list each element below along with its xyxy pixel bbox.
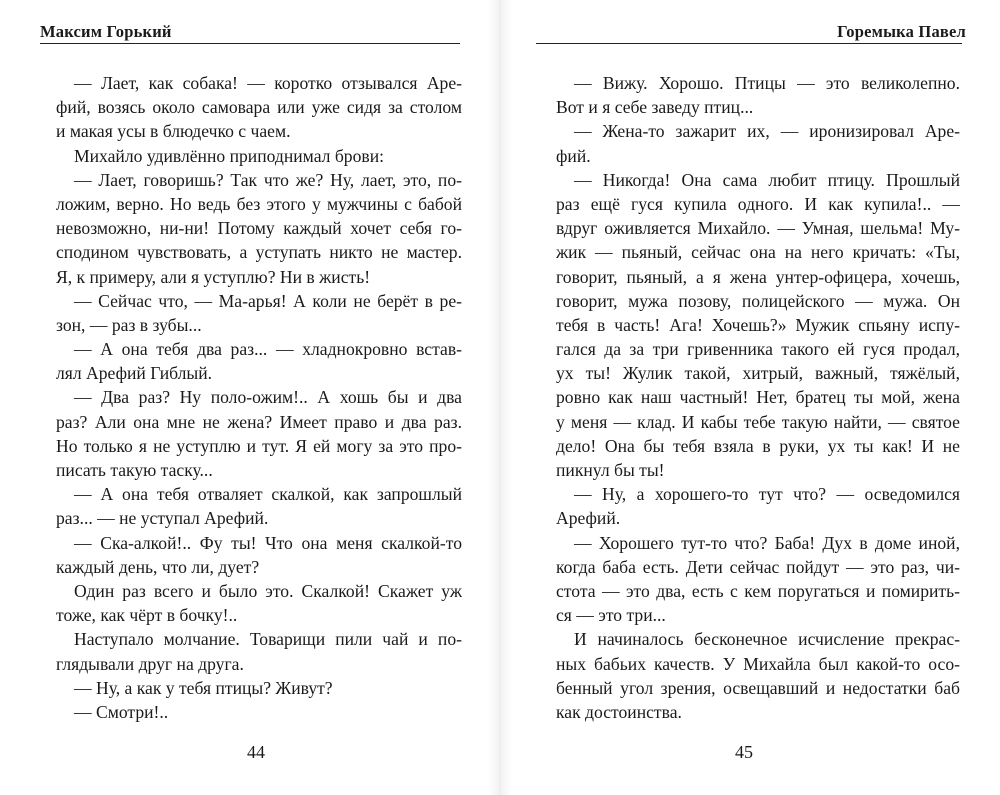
text-line: ровно как наш частный! Нет, братец ты мой, жена [556,387,960,408]
text-line: лял Арефий Гиблый. [56,363,213,384]
text-line: — Ска-алкой!.. Фу ты! Что она меня скалкой-то [74,532,462,553]
text-line: раз ещё гуся купила одного. И как купила!.. — [556,193,960,214]
text-line: Один раз всего и было это. Скалкой! Скажет уж [74,580,462,601]
text-line: — Никогда! Она сама любит птицу. Прошлый [574,169,960,190]
header-rule [40,43,460,44]
text-line: пикнул бы ты! [556,460,665,480]
text-line: глядывали друг на друга. [56,653,244,674]
text-line: — Лает, говоришь? Так что же? Ну, лает, это, по- [74,169,462,190]
text-line: — Ну, а как у тебя птицы? Живут? [74,677,333,698]
text-line: Михайло удивлённо приподнимал брови: [74,145,384,166]
text-line: вдруг оживляется Михайло. — Умная, шельма! Му- [556,218,960,239]
right-page [500,0,1000,795]
text-line: говорит, пьяный, а я жена унтер-офицера, хочешь, [556,266,960,287]
text-line: стота — это два, есть с кем поругаться и помирить- [556,580,960,601]
text-line: Арефий. [556,508,621,529]
running-head-author: Максим Горький [40,22,172,41]
text-line: Но только я не уступлю и тут. Я ей могу за это про- [56,435,462,456]
text-line: Вот и я себе заведу птиц... [556,97,754,118]
text-line: у меня — клад. И кабы тебе такую найти, — святое [556,411,960,432]
text-line: тебя в часть! Ага! Хочешь?» Мужик спьяну испу- [556,314,960,335]
text-line: как достоинства. [556,701,682,722]
text-line: ложим, верно. Но ведь без этого у мужчины с бабой [56,193,462,214]
page-number: 44 [247,742,265,762]
text-line: ся — это три... [556,605,666,626]
text-line: — Хорошего тут-то что? Баба! Дух в доме иной, [574,532,960,553]
text-line: фий, возясь около самовара или уже сидя за столом [56,97,462,118]
text-line: гался да за три гривенника такого ей гуся продал, [556,339,960,360]
text-line: раз? Али она мне не жена? Имеет право и два раз. [56,411,462,432]
header-rule [536,43,962,44]
text-line: Наступало молчание. Товарищи пили чай и по- [74,629,462,650]
page-text [556,71,960,724]
text-line: Я, к примеру, али я уступлю? Ни в жисть! [56,266,371,287]
running-head-title: Горемыка Павел [837,22,966,41]
text-line: — Жена-то зажарит их, — иронизировал Аре- [574,121,960,142]
text-line: фий. [556,145,591,166]
text-line: зон, — раз в зубы... [56,314,202,335]
text-line: дело! Она бы тебя взяла в руки, ух ты как! И не [556,435,960,456]
text-line: ух ты! Жулик такой, хитрый, важный, тяжёлый, [556,363,960,384]
page-text [56,71,462,724]
text-line: говорит, мужа позову, полицейского — мужа. Он [556,290,960,311]
text-line: И начиналось бесконечное исчисление прекрас- [574,629,960,650]
text-line: — Два раз? Ну поло-ожим!.. А хошь бы и два [74,387,462,408]
text-line: невозможно, ни-ни! Потому каждый хочет себя го- [56,218,462,239]
text-line: тоже, как чёрт в бочку!.. [56,605,238,626]
text-line: — А она тебя два раз... — хладнокровно встав- [74,339,462,360]
text-line: — Смотри!.. [74,701,169,722]
page-number: 45 [735,742,753,762]
text-line: каждый день, что ли, дует? [56,556,260,577]
text-line: — Лает, как собака! — коротко отзывался Аре- [74,73,462,93]
text-line: и макая усы в блюдечко с чаем. [56,121,291,142]
text-line: — Сейчас что, — Ма-арья! А коли не берёт в ре- [74,290,462,311]
text-line: жик — пьяный, сейчас она на него кричать: «Ты, [556,242,960,263]
text-line: — А она тебя отваляет скалкой, как запрошлый [74,484,462,505]
text-line: бенный угол зрения, освещавший и недостатки баб [556,677,960,698]
text-line: — Ну, а хорошего-то тут что? — осведомился [574,484,960,505]
text-line: писать такую таску... [56,460,213,480]
text-line: когда баба есть. Дети сейчас пойдут — это раз, чи- [556,556,960,577]
text-line: ных бабьих качеств. У Михайла был какой-то осо- [556,653,960,674]
text-line: раз... — не уступал Арефий. [56,508,269,529]
text-line: — Вижу. Хорошо. Птицы — это великолепно. [574,73,960,93]
text-line: сподином чувствовать, а уступать никто не мастер. [56,242,462,263]
